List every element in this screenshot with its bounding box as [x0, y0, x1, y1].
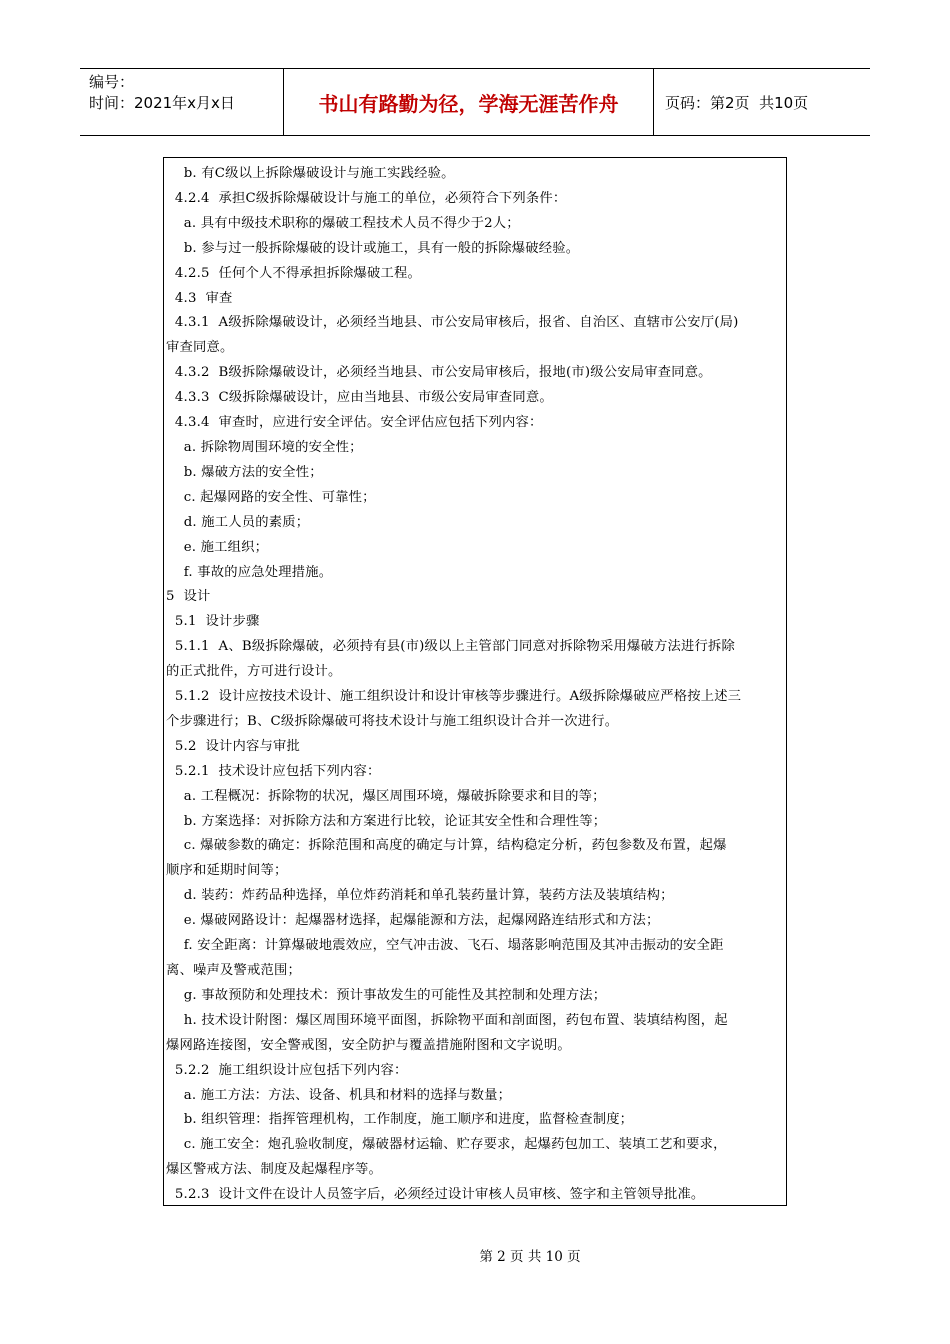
text-line: 离、噪声及警戒范围； — [166, 963, 301, 978]
text-line: a. 具有中级技术职称的爆破工程技术人员不得少于2人； — [166, 215, 520, 231]
text-line: 爆网路连接图，安全警戒图，安全防护与覆盖措施附图和文字说明。 — [166, 1037, 571, 1053]
text-line: 4.2.5 任何个人不得承担拆除爆破工程。 — [166, 265, 421, 281]
text-line: c. 起爆网路的安全性、可靠性； — [166, 489, 376, 505]
page-info-cell — [654, 69, 870, 135]
text-line: d. 装药：炸药品种选择，单位炸药消耗和单孔装药量计算，装药方法及装填结构； — [166, 888, 674, 904]
text-line: 5.1 设计步骤 — [166, 614, 260, 630]
text-line: f. 安全距离：计算爆破地震效应，空气冲击波、飞石、塌落影响范围及其冲击振动的安全距 — [166, 938, 724, 954]
date-label: 时间：2021年x月x日 — [89, 94, 235, 112]
text-line: 顺序和延期时间等； — [166, 863, 288, 879]
text-line: 5.2.3 设计文件在设计人员签字后，必须经过设计审核人员审核、签字和主管领导批准。 — [166, 1187, 705, 1203]
page-header — [80, 68, 870, 136]
text-line: 4.3.3 C级拆除爆破设计，应由当地县、市级公安局审查同意。 — [166, 390, 553, 406]
code-label: 编号： — [89, 73, 135, 91]
text-line: 5.1.1 A、B级拆除爆破，必须持有县(市)级以上主管部门同意对拆除物采用爆破方法进行拆除 — [166, 639, 735, 655]
text-line: a. 拆除物周围环境的安全性； — [166, 439, 363, 455]
text-line: 审查同意。 — [166, 340, 234, 356]
text-line: 5 设计 — [166, 589, 211, 605]
text-line: e. 施工组织； — [166, 539, 269, 555]
text-line: 5.2.1 技术设计应包括下列内容： — [166, 763, 381, 779]
text-line: a. 工程概况：拆除物的状况，爆区周围环境，爆破拆除要求和目的等； — [166, 788, 606, 804]
text-line: 4.3.1 A级拆除爆破设计，必须经当地县、市公安局审核后，报省、自治区、直辖市公安厅(局) — [166, 315, 739, 331]
text-line: c. 爆破参数的确定：拆除范围和高度的确定与计算，结构稳定分析，药包参数及布置，起爆 — [166, 838, 727, 854]
text-line: 4.3.2 B级拆除爆破设计，必须经当地县、市公安局审核后，报地(市)级公安局审查同意。 — [166, 365, 712, 381]
text-line: h. 技术设计附图：爆区周围环境平面图，拆除物平面和剖面图，药包布置、装填结构图，起 — [166, 1012, 728, 1028]
text-line: c. 施工安全：炮孔验收制度，爆破器材运输、贮存要求，起爆药包加工、装填工艺和要求， — [166, 1137, 727, 1153]
text-line: b. 方案选择：对拆除方法和方案进行比较，论证其安全性和合理性等； — [166, 813, 607, 829]
text-line: 4.2.4 承担C级拆除爆破设计与施工的单位，必须符合下列条件： — [166, 190, 567, 206]
text-line: 4.3 审查 — [166, 290, 233, 306]
text-line: 5.1.2 设计应按技术设计、施工组织设计和设计审核等步骤进行。A级拆除爆破应严格按上述三 — [166, 689, 742, 705]
text-line: 个步骤进行；B、C级拆除爆破可将技术设计与施工组织设计合并一次进行。 — [166, 713, 619, 729]
text-line: 4.3.4 审查时，应进行安全评估。安全评估应包括下列内容： — [166, 415, 543, 431]
header-meta — [80, 69, 283, 135]
text-line: g. 事故预防和处理技术：预计事故发生的可能性及其控制和处理方法； — [166, 987, 607, 1003]
page-footer: 第 2 页 共 10 页 — [479, 1249, 581, 1265]
text-line: 5.2 设计内容与审批 — [166, 738, 300, 754]
text-line: 5.2.2 施工组织设计应包括下列内容： — [166, 1062, 408, 1078]
page-info: 页码：第2页 共10页 — [665, 93, 809, 112]
text-line: b. 组织管理：指挥管理机构，工作制度，施工顺序和进度，监督检查制度； — [166, 1112, 634, 1128]
text-line: b. 有C级以上拆除爆破设计与施工实践经验。 — [166, 166, 455, 181]
text-line: d. 施工人员的素质； — [166, 514, 310, 530]
text-line: f. 事故的应急处理措施。 — [166, 564, 333, 580]
text-line: 爆区警戒方法、制度及起爆程序等。 — [166, 1162, 382, 1178]
text-line: e. 爆破网路设计：起爆器材选择，起爆能源和方法，起爆网路连结形式和方法； — [166, 913, 660, 929]
document-body — [163, 157, 787, 1206]
text-line: b. 爆破方法的安全性； — [166, 464, 323, 480]
text-line: a. 施工方法：方法、设备、机具和材料的选择与数量； — [166, 1087, 512, 1103]
motto: 书山有路勤为径，学海无涯苦作舟 — [283, 69, 654, 135]
text-line: 的正式批件，方可进行设计。 — [166, 664, 342, 680]
text-line: b. 参与过一般拆除爆破的设计或施工，具有一般的拆除爆破经验。 — [166, 240, 580, 256]
